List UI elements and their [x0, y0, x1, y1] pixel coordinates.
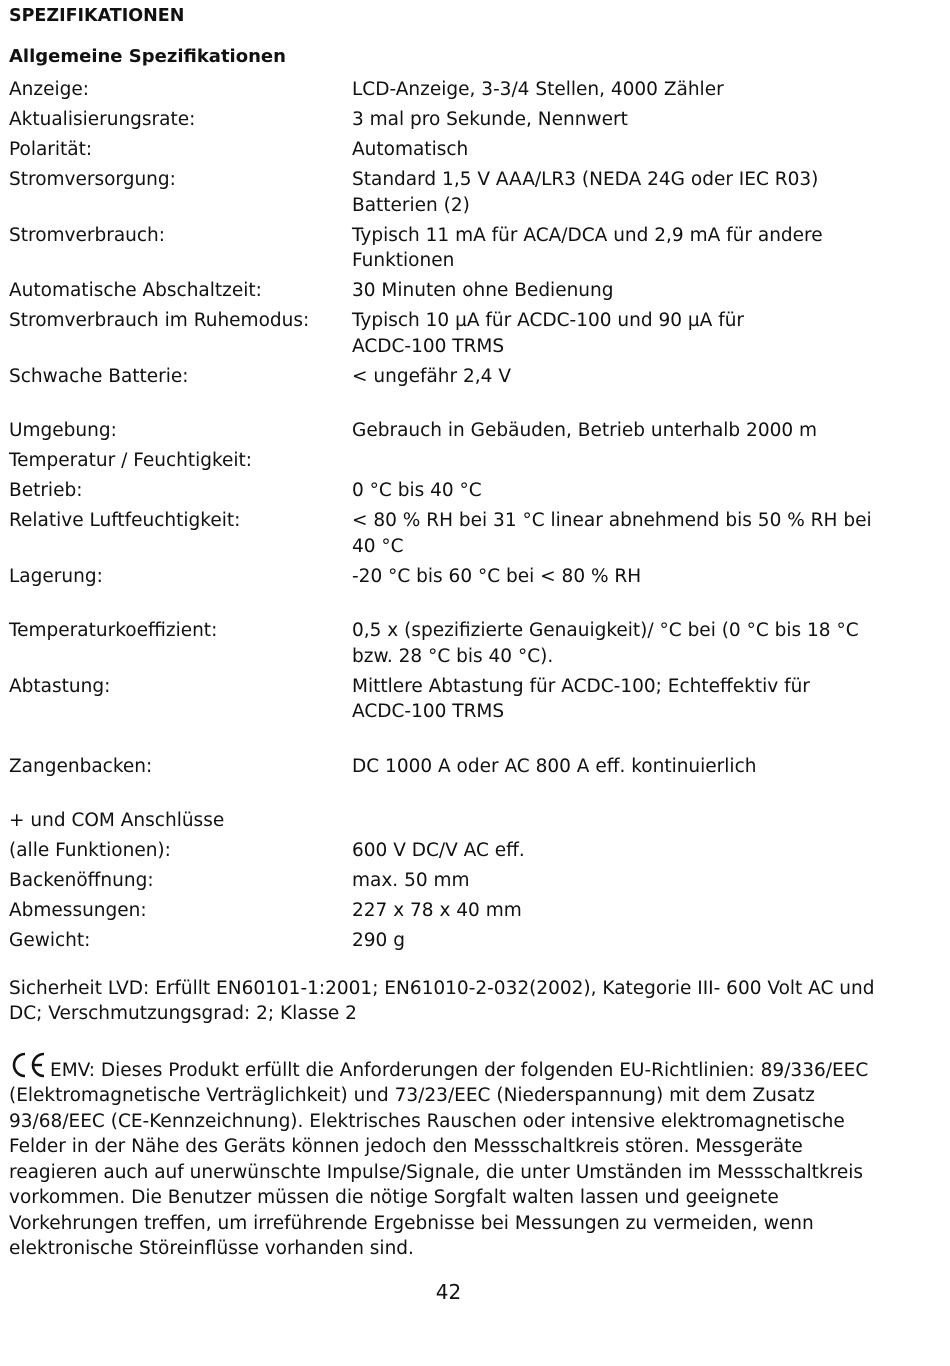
spec-row	[9, 808, 889, 834]
spec-value-line: 30 Minuten ohne Bedienung	[352, 280, 614, 301]
spec-label: Gewicht:	[9, 930, 91, 951]
emv-line: elektronische Störeinflüsse vorhanden sind.	[9, 1238, 414, 1259]
spec-row	[9, 278, 889, 304]
spec-value-line: 290 g	[352, 930, 405, 951]
spec-row	[9, 448, 889, 474]
spec-value-line: Standard 1,5 V AAA/LR3 (NEDA 24G oder IEC R03)	[352, 169, 819, 190]
emv-line: Vorkehrungen treffen, um irreführende Ergebnisse bei Messungen zu vermeiden, wenn	[9, 1212, 814, 1234]
spec-value-line: Funktionen	[352, 250, 455, 271]
spec-label: Anzeige:	[9, 79, 89, 100]
spec-label: Umgebung:	[9, 420, 117, 441]
spec-value	[352, 564, 889, 590]
spec-value-line: 0 °C bis 40 °C	[352, 480, 482, 501]
spec-row	[9, 928, 889, 954]
spec-value	[352, 754, 889, 780]
spec-value-line: < ungefähr 2,4 V	[352, 365, 511, 387]
page-number: 42	[435, 1280, 462, 1304]
spec-value	[352, 448, 889, 474]
spec-value	[352, 868, 889, 894]
spec-row	[9, 137, 889, 163]
spec-row	[9, 508, 889, 559]
spec-row	[9, 478, 889, 504]
emv-first-line	[9, 1051, 889, 1084]
spec-row	[9, 167, 889, 218]
spec-value-line: Typisch 11 mA für ACA/DCA und 2,9 mA für andere	[352, 224, 823, 246]
spec-label: Stromverbrauch im Ruhemodus:	[9, 310, 310, 331]
spec-value	[352, 278, 889, 304]
spec-value-line: Automatisch	[352, 139, 469, 160]
spec-value-line: 3 mal pro Sekunde, Nennwert	[352, 109, 628, 130]
spec-row	[9, 564, 889, 590]
spec-value-line: ACDC-100 TRMS	[352, 701, 505, 722]
subsection-heading: Allgemeine Spezifikationen	[9, 46, 286, 67]
spec-label: Aktualisierungsrate:	[9, 109, 196, 130]
spec-value-line: DC 1000 A oder AC 800 A eff. kontinuierlich	[352, 755, 757, 777]
spec-label: Polarität:	[9, 139, 93, 160]
document-page	[9, 4, 889, 1262]
emv-line: vorkommen. Die Benutzer müssen die nötige Sorgfalt walten lassen und geeignete	[9, 1187, 779, 1208]
spec-row	[9, 107, 889, 133]
spec-value-line: max. 50 mm	[352, 870, 470, 891]
ce-mark-icon	[9, 1051, 49, 1079]
spec-row	[9, 418, 889, 444]
spec-value-line: Mittlere Abtastung für ACDC-100; Echteffektiv für	[352, 675, 810, 697]
spec-value-line: < 80 % RH bei 31 °C linear abnehmend bis 50 % RH bei	[352, 510, 872, 531]
spec-value-line: 600 V DC/V AC eff.	[352, 840, 525, 861]
spec-value-line: 0,5 x (spezifizierte Genauigkeit)/ °C bei (0 °C bis 18 °C	[352, 620, 859, 641]
spec-value	[352, 308, 889, 359]
spec-value-line: Batterien (2)	[352, 194, 470, 216]
spec-label: + und COM Anschlüsse	[9, 810, 225, 831]
emv-paragraph	[9, 1051, 889, 1262]
spec-value	[352, 928, 889, 954]
spec-value-line: LCD-Anzeige, 3-3/4 Stellen, 4000 Zähler	[352, 79, 724, 100]
spec-label: Automatische Abschaltzeit:	[9, 280, 262, 301]
spec-label: Stromversorgung:	[9, 169, 176, 190]
spec-label: Backenöffnung:	[9, 870, 154, 891]
spec-value	[352, 674, 889, 725]
spec-value-line: -20 °C bis 60 °C bei < 80 % RH	[352, 565, 642, 587]
spec-value-line: Typisch 10 µA für ACDC-100 und 90 µA für	[352, 310, 745, 331]
spec-value	[352, 808, 889, 834]
spec-label: Lagerung:	[9, 565, 103, 587]
spec-value	[352, 137, 889, 163]
spec-label: Betrieb:	[9, 480, 83, 501]
spec-row	[9, 77, 889, 103]
spec-row	[9, 364, 889, 390]
emv-line: EMV: Dieses Produkt erfüllt die Anforderungen der folgenden EU-Richtlinien: 89/336/EEC	[50, 1059, 869, 1081]
spec-row	[9, 898, 889, 924]
section-heading: SPEZIFIKATIONEN	[9, 6, 185, 26]
safety-line: DC; Verschmutzungsgrad: 2; Klasse 2	[9, 1003, 357, 1024]
spec-row	[9, 618, 889, 669]
spec-label: Abtastung:	[9, 675, 111, 697]
spec-row	[9, 223, 889, 274]
emv-line: 93/68/EEC (CE-Kennzeichnung). Elektrisches Rauschen oder intensive elektromagnetische	[9, 1110, 845, 1132]
spec-value	[352, 508, 889, 559]
emv-line: (Elektromagnetische Verträglichkeit) und 73/23/EEC (Niederspannung) mit dem Zusatz	[9, 1085, 815, 1106]
safety-line: Sicherheit LVD: Erfüllt EN60101-1:2001; EN61010-2-032(2002), Kategorie III- 600 Volt AC und	[9, 977, 875, 999]
spec-value	[352, 898, 889, 924]
spec-value	[352, 167, 889, 218]
spec-label: (alle Funktionen):	[9, 840, 171, 861]
spec-value	[352, 77, 889, 103]
spec-row	[9, 754, 889, 780]
spec-value-line: bzw. 28 °C bis 40 °C).	[352, 645, 554, 667]
spec-value-line: ACDC-100 TRMS	[352, 335, 505, 357]
spec-label: Zangenbacken:	[9, 755, 153, 777]
spec-value	[352, 618, 889, 669]
spec-row	[9, 308, 889, 359]
spec-value	[352, 838, 889, 864]
emv-body	[9, 1083, 889, 1262]
spec-value-line: 227 x 78 x 40 mm	[352, 900, 522, 921]
spec-label: Relative Luftfeuchtigkeit:	[9, 510, 241, 531]
spec-value	[352, 223, 889, 274]
spec-label: Temperatur / Feuchtigkeit:	[9, 450, 253, 471]
spec-row	[9, 674, 889, 725]
spec-row	[9, 838, 889, 864]
spec-value	[352, 418, 889, 444]
spec-label: Temperaturkoeffizient:	[9, 620, 218, 641]
emv-line: reagieren auch auf unerwünschte Impulse/Signale, die unter Umständen im Messschaltkreis	[9, 1161, 864, 1183]
spec-table	[9, 77, 889, 954]
spec-label: Stromverbrauch:	[9, 224, 166, 246]
safety-paragraph	[9, 976, 889, 1027]
spec-row	[9, 868, 889, 894]
spec-value	[352, 478, 889, 504]
spec-value-line: Gebrauch in Gebäuden, Betrieb unterhalb 2000 m	[352, 420, 818, 441]
emv-line: Felder in der Nähe des Geräts können jedoch den Messschaltkreis stören. Messgeräte	[9, 1136, 803, 1157]
spec-label: Abmessungen:	[9, 900, 147, 921]
spec-value	[352, 107, 889, 133]
spec-value	[352, 364, 889, 390]
spec-label: Schwache Batterie:	[9, 365, 189, 387]
spec-value-line: 40 °C	[352, 535, 404, 557]
